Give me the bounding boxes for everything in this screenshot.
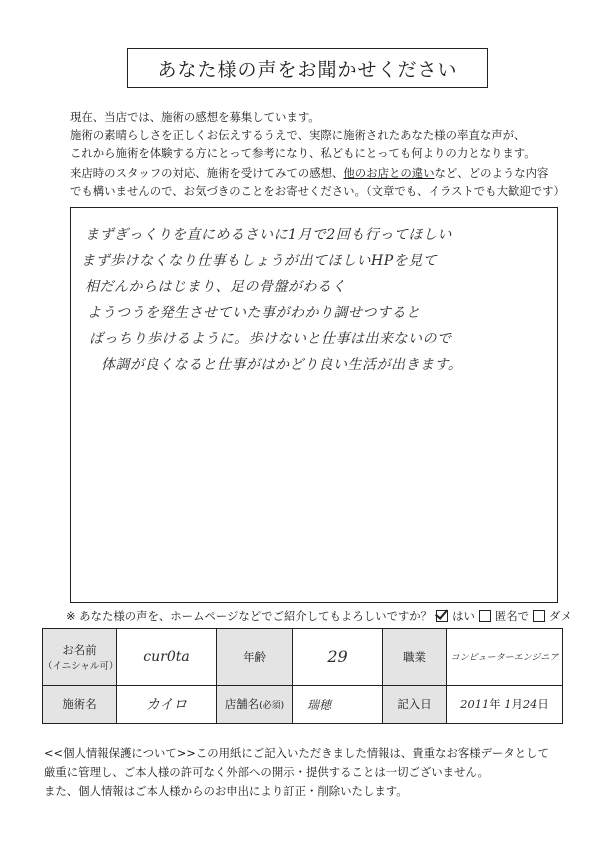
- intro-line: これから施術を体験する方にとって参考になり、私どもにとっても何よりの力となります。: [70, 146, 536, 160]
- name-sub-label: （イニシャル可）: [43, 660, 119, 672]
- comment-line: 体調が良くなると仕事がはかどり良い生活が出きます。: [101, 357, 463, 373]
- date-field[interactable]: [447, 685, 563, 723]
- name-label: [43, 629, 117, 686]
- age-field[interactable]: 29: [293, 629, 383, 686]
- intro-text: など、どのような内容: [434, 166, 549, 180]
- privacy-line: 厳重に管理し、ご本人様の許可なく外部への開示・提供することは一切ございません。: [44, 765, 489, 779]
- checkbox-no[interactable]: [533, 610, 545, 622]
- privacy-line: また、個人情報はご本人様からのお申出により訂正・削除いたします。: [44, 784, 408, 798]
- name-field[interactable]: cur0ta: [117, 629, 217, 686]
- store-field[interactable]: 瑞穂: [293, 685, 383, 723]
- intro-paragraph-1: [70, 108, 536, 162]
- privacy-notice: [44, 744, 549, 801]
- intro-text: 来店時のスタッフの対応、施術を受けてみての感想、: [70, 166, 344, 180]
- date-year: 2011: [460, 697, 490, 712]
- comment-line: まずぎっくりを直にめるさいに1月で2回も行ってほしい: [85, 227, 452, 243]
- date-day: 24: [522, 697, 538, 712]
- store-label: [217, 685, 293, 723]
- intro-underlined-text: 他のお店との違い: [343, 166, 435, 180]
- option-no-label: ダメ: [549, 609, 572, 623]
- day-unit: 日: [537, 697, 549, 712]
- privacy-line: <<個人情報保護について>>この用紙にご記入いただきました情報は、貴重なお客様データとして: [44, 746, 549, 760]
- permission-text: ※ あなた様の声を、ホームページなどでご紹介してもよろしいですか？: [66, 609, 433, 623]
- date-month: 1: [504, 697, 512, 712]
- info-table: [42, 628, 563, 724]
- checkbox-anonymous[interactable]: [479, 610, 491, 622]
- treatment-field[interactable]: カイロ: [117, 685, 217, 723]
- job-label: 職業: [383, 629, 447, 686]
- month-unit: 月: [511, 697, 523, 712]
- intro-line: [70, 164, 565, 182]
- job-field[interactable]: コンピューターエンジニア: [447, 629, 563, 686]
- age-label: 年齢: [217, 629, 293, 686]
- page-title: あなた様の声をお聞かせください: [127, 48, 488, 88]
- comment-box[interactable]: [70, 207, 558, 603]
- comment-line: まず歩けなくなり仕事もしょうが出てほしいHPを見て: [81, 253, 438, 269]
- date-label: 記入日: [383, 685, 447, 723]
- year-unit: 年: [489, 697, 501, 712]
- permission-question: [66, 608, 572, 624]
- comment-line: ようつうを発生させていた事がわかり調せつすると: [87, 305, 421, 321]
- intro-paragraph-2: [70, 164, 565, 200]
- treatment-label: 施術名: [43, 685, 117, 723]
- store-required-note: (必須): [259, 701, 285, 712]
- option-yes-label: はい: [452, 609, 475, 623]
- name-label-text: お名前: [62, 642, 97, 657]
- intro-line: 施術の素晴らしさを正しくお伝えするうえで、実際に施術されたあなた様の率直な声が、: [70, 128, 526, 142]
- checkbox-yes[interactable]: [436, 610, 448, 622]
- option-anonymous-label: 匿名で: [494, 609, 530, 623]
- comment-line: ばっちり歩けるように。歩けないと仕事は出来ないので: [89, 331, 452, 347]
- intro-line: 現在、当店では、施術の感想を募集しています。: [70, 110, 320, 124]
- comment-line: 相だんからはじまり、足の骨盤がわるく: [85, 279, 346, 295]
- store-label-text: 店舗名: [224, 697, 260, 712]
- intro-line: でも構いませんので、お気づきのことをお寄せください。（文章でも、イラストでも大歓迎です）: [70, 184, 565, 198]
